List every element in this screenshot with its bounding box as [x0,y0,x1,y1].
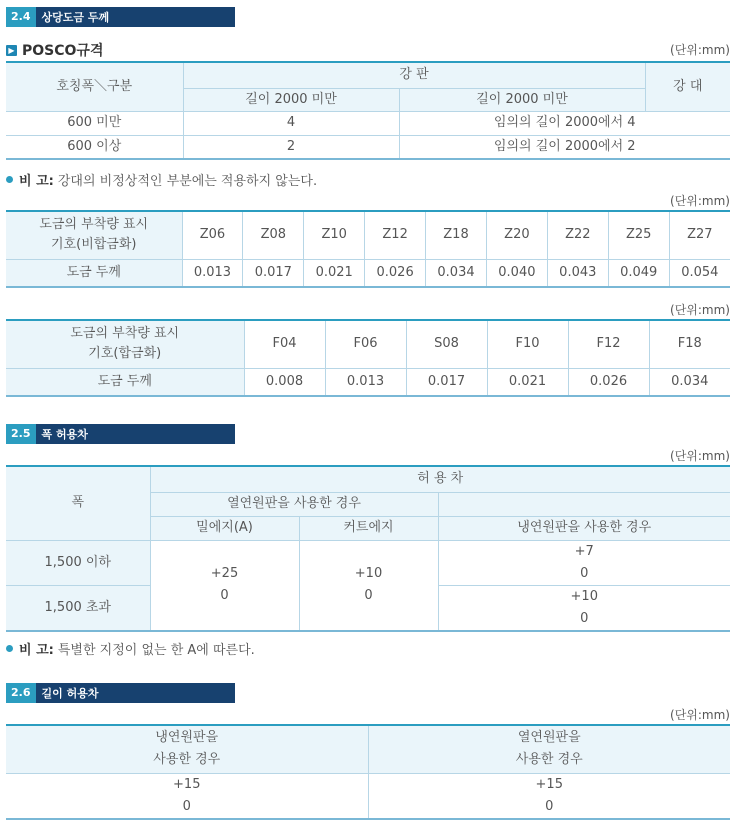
code-cell: Z27 [669,211,730,259]
header-empty [438,492,730,516]
thickness-table-2 [6,210,730,288]
cell-value: 임의의 길이 2000에서 2 [399,135,730,159]
value-cell: 0.034 [426,259,487,287]
table-row [6,773,730,819]
code-cell: F06 [325,320,406,368]
tolerance-plus: +7 [574,543,594,559]
value-cell: 0.049 [608,259,669,287]
cold-rolled-tolerance [438,585,730,631]
note-text: 특별한 지정이 없는 한 A에 따른다. [57,643,255,658]
value-cell: 0.013 [325,368,406,396]
value-cell: 0.040 [486,259,547,287]
arrow-right-icon: ▶ [6,45,17,56]
header-line-2: 사용한 경우 [515,752,583,768]
section-title: 길이 허용차 [41,687,99,700]
thickness-table-3 [6,319,730,397]
header-cold-rolled [6,725,368,773]
value-cell: 0.017 [406,368,487,396]
section-title: 상당도금 두께 [41,11,110,24]
tolerance-minus: 0 [580,565,589,581]
mill-edge-tolerance [150,540,299,631]
section-header-2-4 [6,7,235,27]
value-cell: 0.026 [568,368,649,396]
header-line-1: 도금의 부착량 표시 [39,217,149,233]
value-cell: 0.008 [244,368,325,396]
header-cut-edge: 커트에지 [299,516,438,540]
note-2-4 [6,170,317,189]
tolerance-minus: 0 [364,588,373,603]
header-hot-rolled: 열연원판을 사용한 경우 [150,492,438,516]
code-cell: F18 [649,320,730,368]
cell-value: 임의의 길이 2000에서 4 [399,111,730,135]
value-cell: 0.026 [365,259,426,287]
table-row [6,259,730,287]
note-2-5 [6,639,255,658]
tolerance-plus: +10 [354,566,383,581]
header-coating-symbol [6,320,244,368]
code-cell: F04 [244,320,325,368]
length-tolerance-table [6,724,730,820]
unit-label: (단위:mm) [670,708,730,722]
bullet-icon [6,176,13,183]
tolerance-minus: 0 [545,798,554,814]
value-cell: 0.021 [487,368,568,396]
header-line-2: 사용한 경우 [153,752,221,768]
header-nominal-width: 호칭폭＼구분 [6,62,183,111]
cell-value: 4 [183,111,399,135]
header-line-2: 기호(비합금화) [51,237,137,253]
header-length-under-2: 길이 2000 미만 [399,88,645,111]
header-length-under-1: 길이 2000 미만 [183,88,399,111]
tolerance-plus: +10 [570,588,598,604]
value-cell: 0.043 [547,259,608,287]
code-cell: F10 [487,320,568,368]
header-strip: 강 대 [645,62,730,111]
cut-edge-tolerance [299,540,438,631]
section-title: 폭 허용차 [41,428,88,441]
header-plate: 강 판 [183,62,645,88]
header-mill-edge: 밀에지(A) [150,516,299,540]
code-cell: Z20 [486,211,547,259]
code-cell: Z08 [243,211,304,259]
tolerance-minus: 0 [580,610,589,626]
note-label: 비 고: [19,643,54,658]
tolerance-plus: +15 [535,776,563,792]
value-cell: 0.017 [243,259,304,287]
unit-label: (단위:mm) [670,449,730,463]
table-row [6,135,730,159]
tolerance-minus: 0 [220,588,229,603]
code-cell: Z22 [547,211,608,259]
row-label: 도금 두께 [6,368,244,396]
cold-rolled-tolerance [6,773,368,819]
code-cell: Z10 [304,211,365,259]
width-tolerance-table [6,465,730,632]
cell-width: 600 미만 [6,111,183,135]
cold-rolled-tolerance [438,540,730,585]
tolerance-minus: 0 [182,798,191,814]
header-tolerance: 허 용 차 [150,466,730,492]
header-line-1: 도금의 부착량 표시 [70,326,180,342]
table-row [6,540,730,585]
cell-width: 600 이상 [6,135,183,159]
unit-label: (단위:mm) [670,303,730,317]
code-cell: Z18 [426,211,487,259]
tolerance-plus: +25 [210,566,239,581]
header-line-2: 기호(합금화) [88,346,162,362]
header-hot-rolled [368,725,730,773]
header-line-1: 열연원판을 [517,730,581,746]
bullet-icon [6,645,13,652]
value-cell: 0.013 [182,259,243,287]
value-cell: 0.021 [304,259,365,287]
code-cell: Z06 [182,211,243,259]
row-width-label: 1,500 이하 [6,540,150,585]
code-cell: Z12 [365,211,426,259]
header-cold-rolled: 냉연원판을 사용한 경우 [438,516,730,540]
row-label: 도금 두께 [6,259,182,287]
unit-label: (단위:mm) [670,43,730,57]
value-cell: 0.054 [669,259,730,287]
code-cell: F12 [568,320,649,368]
section-header-2-6 [6,683,235,703]
note-label: 비 고: [19,174,54,189]
section-number: 2.5 [6,424,36,444]
section-number: 2.4 [6,7,36,27]
table-row [6,111,730,135]
value-cell: 0.034 [649,368,730,396]
header-line-1: 냉연원판을 [155,730,219,746]
table-row [6,368,730,396]
code-cell: Z25 [608,211,669,259]
subheading-posco [6,40,103,60]
section-number: 2.6 [6,683,36,703]
tolerance-plus: +15 [173,776,201,792]
cell-value: 2 [183,135,399,159]
unit-label: (단위:mm) [670,194,730,208]
header-coating-symbol [6,211,182,259]
row-width-label: 1,500 초과 [6,585,150,631]
hot-rolled-tolerance [368,773,730,819]
code-cell: S08 [406,320,487,368]
note-text: 강대의 비정상적인 부분에는 적용하지 않는다. [57,174,318,189]
header-width: 폭 [6,466,150,540]
thickness-table-1 [6,61,730,160]
section-header-2-5 [6,424,235,444]
subheading-text: POSCO규격 [22,43,104,59]
